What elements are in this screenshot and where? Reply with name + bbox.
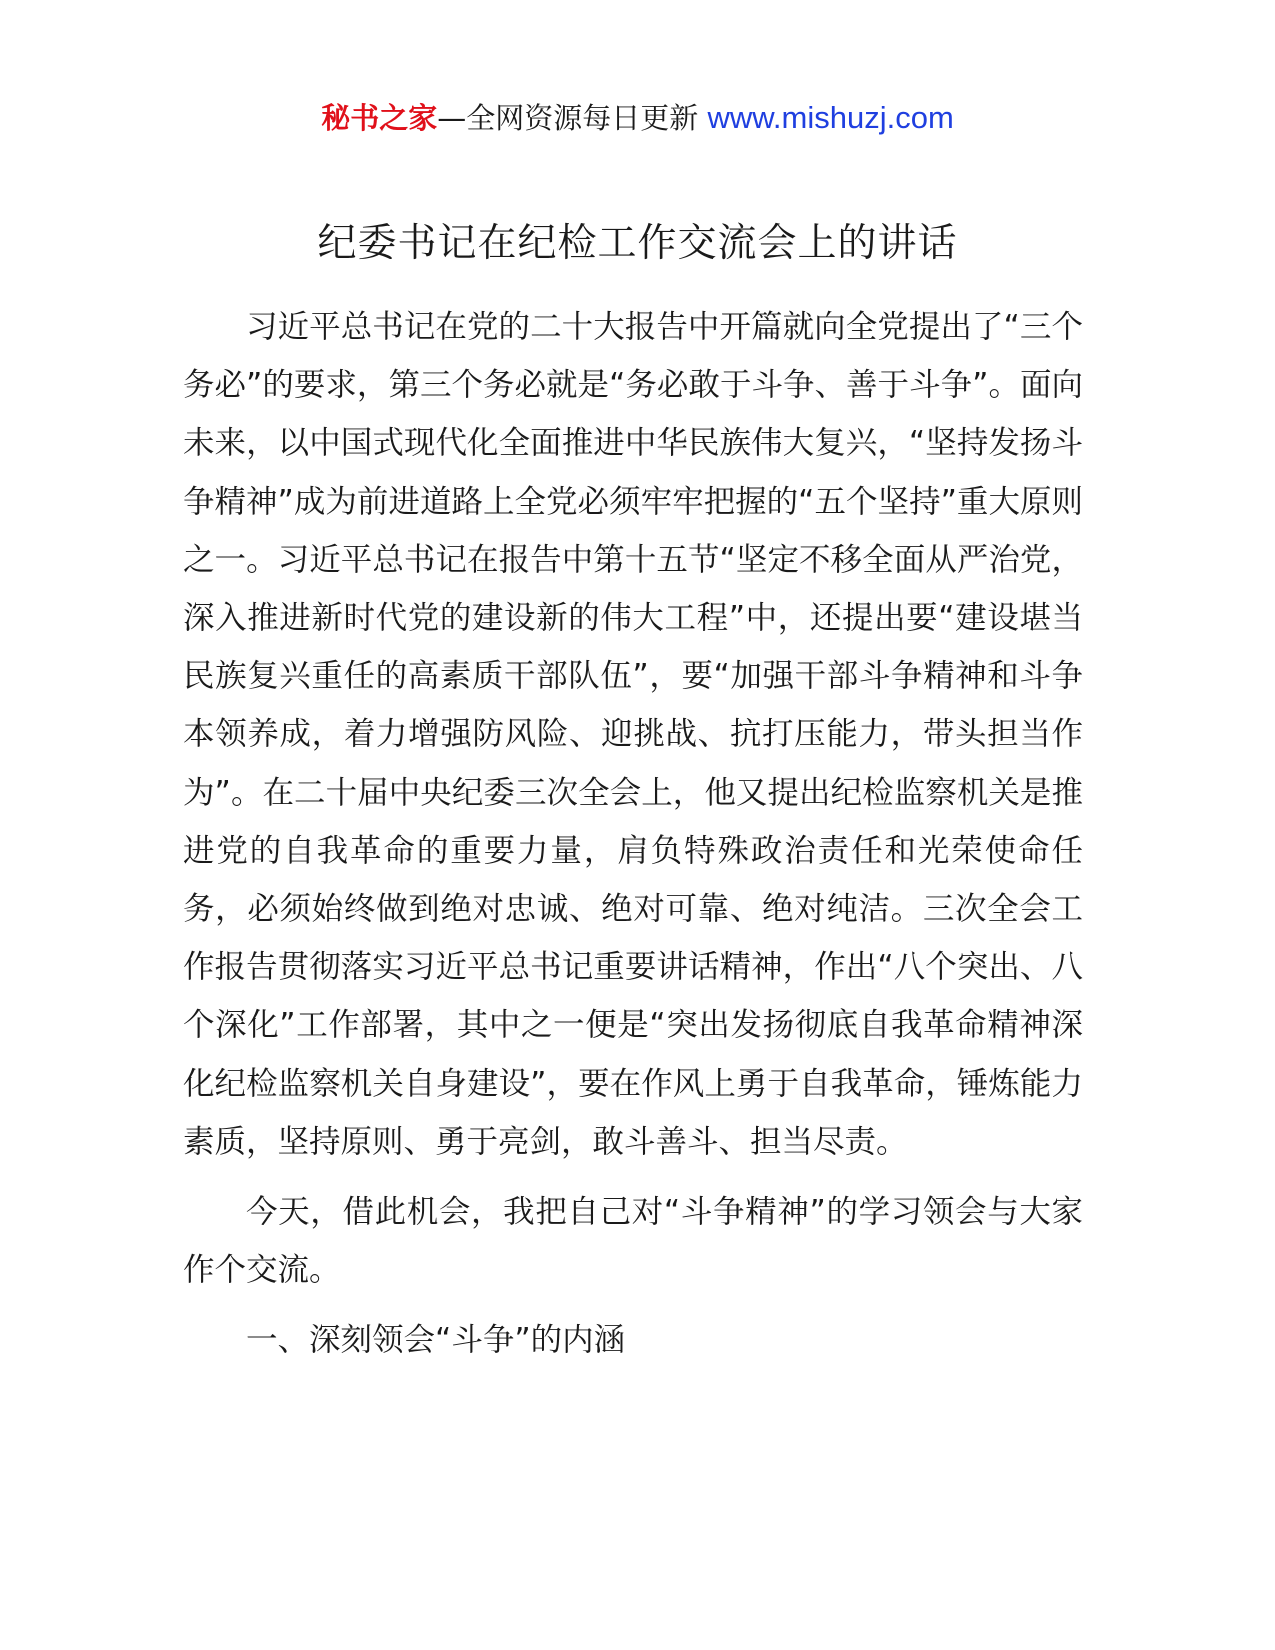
section-heading-1: 一、深刻领会“斗争”的内涵 bbox=[246, 1322, 626, 1359]
paragraph-1: 习近平总书记在党的二十大报告中开篇就向全党提出了“三个务必”的要求，第三个务必就是“务必敢于斗争、善于斗争”。面向未来，以中国式现代化全面推进中华民族伟大复兴，“坚持发扬斗争精神”成为前进道路上全党必须牢牢把握的“五个坚持”重大原则之一。习近平总书记在报告中第十五节“坚定不移全面从严治党，深入推进新时代党的建设新的伟大工程”中，还提出要“建设堪当民族复兴重任的高素质干部队伍”，要“加强干部斗争精神和斗争本领养成，着力增强防风险、迎挑战、抗打压能力，带头担当作为”。在二十届中央纪委三次全会上，他又提出纪检监察机关是推进党的自我革命的重要力量，肩负特殊政治责任和光荣使命任务，必须始终做到绝对忠诚、绝对可靠、绝对纯洁。三次全会工作报告贯彻落实习近平总书记重要讲话精神，作出“八个突出、八个深化”工作部署，其中之一便是“突出发扬彻底自我革命精神深化纪检监察机关自身建设”，要在作风上勇于自我革命，锤炼能力素质，坚持原则、勇于亮剑，敢斗善斗、担当尽责。 bbox=[183, 309, 1083, 1160]
site-url[interactable]: www.mishuzj.com bbox=[707, 100, 954, 135]
document-body bbox=[183, 298, 1083, 1370]
paragraph-2: 今天，借此机会，我把自己对“斗争精神”的学习领会与大家作个交流。 bbox=[183, 1194, 1083, 1289]
site-brand: 秘书之家 bbox=[321, 101, 438, 135]
site-tagline: —全网资源每日更新 bbox=[437, 101, 708, 135]
document-title: 纪委书记在纪检工作交流会上的讲话 bbox=[317, 221, 958, 266]
site-header bbox=[0, 98, 1275, 138]
